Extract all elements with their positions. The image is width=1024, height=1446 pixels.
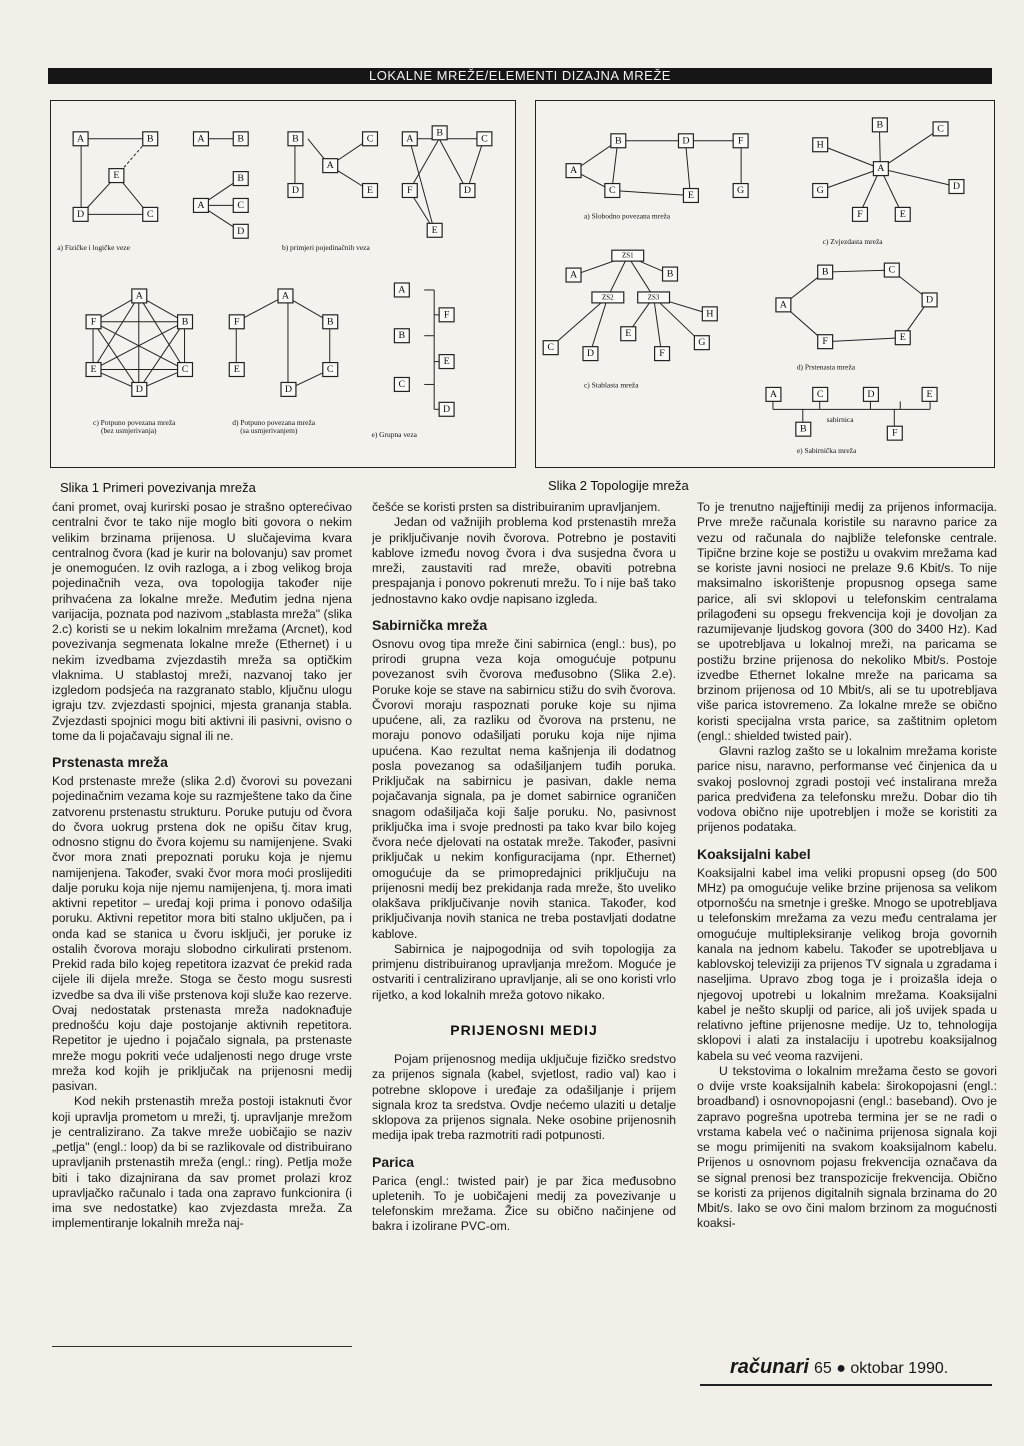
node-a [394,283,409,297]
node-f [402,184,417,198]
node-b [796,422,811,436]
svg-text:A: A [77,133,85,145]
svg-text:B: B [799,423,807,435]
node-c [394,377,409,391]
text-column-3 [697,500,997,1232]
node-f [853,207,868,221]
node-g [694,336,709,350]
svg-text:A: A [197,199,205,211]
node-c [543,341,558,355]
svg-text:B: B [237,173,245,185]
node-e [109,169,124,183]
node-b [611,134,626,148]
fig1-e-graph [394,283,454,416]
paragraph: Sabirnica je najpogodnija od svih topologija za primjenu distribuiranog upravljanja mrežom. Moguće je ostvariti i centralizirano upravljanje, ali se ono koristi vrlo rijetko, a kod lokalnih mreža gotovo nikako. [372,941,676,1002]
svg-text:D: D [463,185,472,197]
node-a [193,198,208,212]
svg-text:A: A [569,269,578,281]
node-e [363,184,378,198]
svg-text:B: B [237,133,245,145]
paragraph: Glavni razlog zašto se u lokalnim mrežama koriste parice nisu, naravno, performanse već činjenica da u svakoj poslovnoj zgradi postoji već instalirana mreža parica predviđena za telefonsku mrežu. Dobar dio tih vodova obično nije upotrebljen i može se koristiti za prijenos podataka. [697,744,997,835]
svg-text:C: C [366,133,374,145]
svg-text:A: A [197,133,205,145]
svg-text:C: C [609,185,616,197]
node-d [863,387,878,401]
figure-1-diagram [51,101,515,467]
text-column-1 [52,500,352,1232]
heading-bus-network: Sabirnička mreža [372,616,488,633]
node-a [873,162,888,176]
svg-text:B: B [292,133,299,145]
fig2-sub-a: a) Slobodno povezana mreža [583,211,671,221]
svg-text:D: D [77,208,85,220]
paragraph: Osnovu ovog tipa mreže čini sabirnica (engl.: bus), po prirodi grupna veza koja omogućuje potpunu povezanost svih čvorova međusobno (Slika 2.e). Poruke koje se stave na sabirnicu stižu do svih čvorova. Čvorovi moraju raspoznati poruke koje su njima upućene, ali, za razliku od čvorova na prstenu, ne moraju ponovo odašiljati poruku koja nije njima upućena. Kao rezultat nema kašnjenja ili dodatnog posla povezanog sa odašiljanjem tuđih poruka. Priključak na sabirnicu je pasivan, dakle nema pojačavanja signala, pa je domet sabirnice ograničen snagom odašiljača koji šalje poruku. No, pasivnost priključka ima i svoje prednosti pa tako kvar bilo kojeg čvora neće djelovati na ostatak mreže. Također, pasivni priključak u nekim konfiguracijama (npr. Ethernet) omogućuje da se primopredajnici priključuju na prijenosni medij bez prekidanja rada mreže, što uveliko olakšava priključivanje novih stanica. Također, kod priključivanja novih stanica ne treba postavljati dodatne kablove. [372,636,676,941]
paragraph: Pojam prijenosnog medija uključuje fizičko sredstvo za prijenos signala (kabel, svjetlost, radio val) kao i potrebne sklopove i uređaje za odašiljanje i prijem signala kroz ta sredstva. Ovdje nećemo ulaziti u detalje sklopova za prijenos signala. Neke osobine prijenosnih medija ipak treba razmotriti radi potpunosti. [372,1052,676,1143]
fig2-sub-c: c) Stablasta mreža [583,380,639,390]
node-a [132,289,147,303]
svg-text:H: H [816,139,824,151]
svg-text:D: D [926,294,934,306]
svg-text:A: A [135,290,143,302]
svg-text:C: C [888,264,896,276]
svg-text:C: C [237,199,245,211]
svg-text:F: F [90,316,97,328]
node-c [813,387,828,401]
svg-text:A: A [281,290,290,302]
section-header: LOKALNE MREŽE/ELEMENTI DIZAJNA MREŽE [48,68,992,84]
node-g [733,184,748,198]
node-h [702,307,717,321]
svg-text:ZS2: ZS2 [602,293,614,302]
fig1-a-graph [73,132,158,222]
figure-2-box [535,100,995,468]
svg-text:F: F [892,427,898,439]
svg-text:F: F [857,208,863,220]
svg-text:ZS3: ZS3 [647,293,660,302]
heading-twisted-pair: Parica [372,1153,415,1170]
node-a [776,298,791,312]
svg-text:F: F [822,336,828,348]
svg-text:B: B [614,135,622,147]
node-e [895,207,910,221]
node-f [733,134,748,148]
node-b [818,265,833,279]
figure-2-caption: Slika 2 Topologije mreža [548,478,689,493]
node-b [872,118,887,132]
node-a [402,132,417,146]
node-a [566,164,581,178]
svg-text:D: D [237,225,245,237]
node-b [288,132,303,146]
svg-text:ZS1: ZS1 [621,251,634,260]
svg-text:G: G [816,185,824,197]
svg-text:F: F [233,316,240,328]
node-e [427,223,442,237]
fig2-sub-e: e) Sabirnička mreža [796,446,857,456]
bus-label: sabirnica [826,415,854,425]
svg-text:E: E [366,185,374,197]
node-c [363,132,378,146]
node-c [178,363,193,377]
node-e [621,327,636,341]
node-c [233,198,248,212]
svg-text:D: D [135,383,143,395]
fig1-b-graphs [193,126,491,238]
svg-text:E: E [443,356,450,368]
column-rule [52,1346,352,1347]
node-d [439,402,454,416]
fig1-sub-b: b) primjeri pojedinačnih veza [282,243,370,253]
paragraph: češće se koristi prsten sa distribuiranim upravljanjem. [372,500,661,514]
node-d [678,134,693,148]
node-c [933,122,948,136]
node-a [193,132,208,146]
text-column-2 [372,500,676,1235]
node-d [949,180,964,194]
svg-text:E: E [431,224,438,236]
fig1-sub-a: a) Fizičke i logičke veze [57,243,130,253]
paragraph: Koaksijalni kabel ima veliki propusni opseg (do 500 MHz) pa omogućuje velike brzine prijenosa sa velikom otpornošću na smetnje i greške. Mnogo se upotrebljava u telefonskim mrežama za vezu među centralama jer omogućuje multipleksiranje velikog broja govornih kanala na jednom kabelu. Također se upotrebljava u kablovskoj televiziji za prijenos TV signala u zgradama i naseljima. Upravo zbog toga je i proizašla ideja o njegovoj upotrebi u lokalnim mrežama. Koaksijalni kabel je nešto skuplji od parice, ali još uvijek spada u relativno jeftine prijenosne medije. Uz to, tehnologija sklopovi i alati za instalaciju i upotrebu koaksijalnog kabela su već veoma razvijeni. [697,865,997,1063]
node-f [655,347,670,361]
svg-text:D: D [443,403,451,415]
svg-text:B: B [181,316,189,328]
node-b [663,267,678,281]
svg-text:B: B [876,119,884,131]
heading-coaxial-cable: Koaksijalni kabel [697,845,811,862]
fig2-c-graph [543,250,717,360]
hub-zs3 [638,292,670,303]
node-h [813,138,828,152]
paragraph: Kod nekih prstenastih mreža postoji istaknuti čvor koji upravlja prometom u mreži, tj. upravljanje mrežom je centralizirano. Za takve mreže uobičajio se naziv „petlja" (engl.: loop) da bi se razlikovale od distribuirano upravljanih prstenastih mreža (engl.: ring). Petlja može biti i tako dizajnirana da sav promet prolazi kroz upravljačko računalo i tada ona zapravo funkcionira (i ima sve nedostatke) kao zvjezdasta mreža. Za implementiranje lokalnih mreža naj- [52,1094,352,1231]
node-b [323,315,338,329]
fig1-d-graph [229,289,337,396]
fig2-b-graph [813,118,964,221]
node-d [281,382,296,396]
paragraph: To je trenutno najjeftiniji medij za prijenos informacija. Prve mreže računala koristile su naravno parice za vezu od računala do najbliže telefonske centrale. Tipične brzine koje se postižu u ovakvim mrežama kad se koriste javni nosioci ne prelaze 9.6 Kbit/s. To nije maksimalno iskorištenje propusnog opsega same parice, ali svi sklopovi u telefonskim centralama prilagođeni su opsegu frekvencija koji je dovoljan za razumijevanje ljudskog govora (300 do 3400 Hz). Kad se upotrebljava u lokalnoj mreži, na paricama se postižu brzine prijenosa do nekoliko Mbit/s. Postoje izvedbe Ethernet lokalne mreže na paricama sa brzinom prijenosa od 10 Mbit/s, ali se tu upotrebljava više parica istovremeno. Za lokalne mreže se obično koristi specijalna vrsta parice, sa zaštitnim opletom (engl.: shielded twisted pair). [697,500,997,743]
svg-text:E: E [926,388,933,400]
paragraph: Kod prstenaste mreže (slika 2.d) čvorovi su povezani pojedinačnim vezama koje su razmještene tako da čine zatvorenu prstenastu strukturu. Poruke putuju od čvora do čvora uokrug prstena dok ne opišu čitav krug, odnosno stignu do čvora kojemu su namijenjene. Svaki čvor mora znati prepoznati poruku koja je njemu namijenjena. Također, svaki čvor mora moći proslijediti dalje poruku koja nije njemu namijenjena, tj. mora imati aktivni repetitor – uređaj koji prima i ponovo odašilja poruku. Aktivni repetitor mora biti stalno uključen, pa i onda kad se stanica u čvoru isključi, jer poruke iz ostalih čvorova moraju slobodno cirkulirati prstenom. Prekid rada bilo kojeg repetitora izazvat će prekid rada cijele ili dijela mreže. Stoga se često mogu susresti izvedbe sa dva ili više prstenova koji služe kao rezerve. Ovaj nedostatak prstenasta mreža nadoknađuje prednošću koju daje postojanje aktivnih repetitora. Repetitor je ujedno i pojačalo signala, pa prstenaste mreže mogu pokriti veće udaljenosti nego druge vrste mreža kod kojih je priključak na prijenosni medij pasivan. [52,774,352,1093]
svg-text:C: C [547,342,554,354]
svg-text:D: D [682,135,690,147]
fig2-a-graph [566,134,748,203]
node-d [460,184,475,198]
footer-rule [700,1384,992,1386]
node-b [233,132,248,146]
node-d [922,293,937,307]
svg-text:E: E [899,332,906,344]
fig1-sub-d1: d) Potpuno povezana mreža [232,418,316,428]
fig2-sub-b: c) Zvjezdasta mreža [822,237,883,247]
heading-transmission-medium: PRIJENOSNI MEDIJ [450,1021,598,1038]
svg-text:A: A [779,299,787,311]
fig1-sub-c2: (bez usmjerivanja) [100,426,157,436]
svg-text:E: E [687,189,694,201]
svg-text:F: F [737,135,744,147]
node-f [887,426,902,440]
node-d [583,347,598,361]
node-c [143,207,158,221]
svg-text:B: B [821,266,829,278]
svg-text:G: G [698,337,706,349]
issue-info: 65 ● oktobar 1990. [814,1360,949,1377]
svg-text:B: B [436,127,443,139]
figure-2-diagram [536,101,994,467]
node-a [323,159,338,173]
node-d [132,382,147,396]
svg-text:C: C [326,364,334,376]
node-e [683,189,698,203]
fig2-d-graph [776,263,937,349]
node-c [323,363,338,377]
node-e [922,387,937,401]
svg-text:C: C [181,364,189,376]
paragraph: Parica (engl.: twisted pair) je par žica međusobno upletenih. To je uobičajeni medij za povezivanje u telefonskim mrežama. Žice su obično načinjene od bakra i izolirane PVC-om. [372,1173,676,1234]
node-g [813,184,828,198]
svg-text:B: B [398,330,406,342]
svg-text:E: E [625,328,632,340]
paragraph: Jedan od važnijih problema kod prstenastih mreža je priključivanje novih čvorova. Potrebno je postaviti kablove između novog čvora i dva susjedna čvora u mreži, zaustaviti rad mreže, obaviti potrebna prespajanja i ponovo pokrenuti mrežu. To i nije baš tako jednostavno kako ovdje napisano izgleda. [372,515,676,606]
fig2-sub-d: d) Prstenasta mreža [796,362,856,372]
fig1-sub-e: e) Grupna veza [371,430,417,440]
node-c [605,184,620,198]
page-footer [700,1354,992,1384]
svg-text:B: B [326,316,334,328]
magazine-name: računari [730,1356,809,1378]
node-a [566,268,581,282]
node-f [86,315,101,329]
svg-text:D: D [586,348,595,360]
node-c [477,132,492,146]
svg-text:H: H [706,308,714,320]
svg-text:E: E [233,364,240,376]
svg-text:E: E [899,208,906,220]
svg-text:G: G [737,185,745,197]
svg-text:A: A [326,160,334,172]
node-c [884,263,899,277]
node-f [229,315,244,329]
fig1-sub-d2: (sa usmjerivanjem) [240,426,298,436]
fig1-sub-c1: c) Potpuno povezana mreža [93,418,176,428]
figure-1-caption: Slika 1 Primeri povezivanja mreža [60,480,256,495]
paragraph: ćani promet, ovaj kurirski posao je strašno opterećivao centralni čvor te tako nije moglo biti govora o nekim velikim brzinama prijenosa. U slučajevima kvara centralnog čvora (kad je kurir na bolovanju) sav promet je onemogućen. Iz ovih razloga, a i zbog velikog broja pojedinačnih veza, ova topologija također nije prihvaćena za lokalne mreže. Međutim jedna njena varijacija, poznata pod nazivom „stablasta mreža" (slika 2.c) koristi se u nekim lokalnim mrežama (Arcnet), kod povezivanja segmenata lokalne mreže (Ethernet) i u nekim izvedbama zvjezdastih mreža sa optičkim vlaknima. U stablastoj mreži, nazvanoj tako jer izgledom podsjeća na razgranato stablo, ključnu ulogu igraju tzv. zvjezdasti spojnici, mjesta grananja stabla. Zvjezdasti spojnici mogu biti aktivni ili pasivni, ovisno o tome da li pojačavaju signal ili ne. [52,500,352,743]
fig2-e-graph [766,387,937,440]
svg-text:B: B [666,268,674,280]
svg-text:C: C [816,388,824,400]
svg-text:A: A [569,165,578,177]
svg-text:D: D [867,388,875,400]
hub-zs2 [592,292,624,303]
node-a [766,387,781,401]
svg-text:D: D [952,181,961,193]
node-e [895,331,910,345]
node-b [432,126,447,140]
svg-text:F: F [407,185,413,197]
svg-text:F: F [443,309,450,321]
heading-ring-network: Prstenasta mreža [52,754,168,770]
node-b [143,132,158,146]
svg-text:B: B [146,133,154,145]
node-b [394,329,409,343]
node-d [288,184,303,198]
node-b [178,315,193,329]
node-f [439,308,454,322]
paragraph: U tekstovima o lokalnim mrežama često se govori o dvije vrste koaksijalnih kabela: širokopojasni (engl.: broadband) i osnovnopojasni (engl.: baseband). Ovo je zapravo pogrešna upotreba termina jer se ne radi o vrstama kabela već o načinima prijenosa signala koji se mogu primijeniti na svakom koaksijalnom kabelu. Prijenos u osnovnom pojasu frekvencija označava da se signal prenosi bez transpozicije frekvencija. Obično se koristi za prijenos digitalnih signala brzinama do 20 Mbit/s. Iako se ovo čini malom brzinom za mogućnosti koaksi- [697,1063,997,1231]
node-e [229,363,244,377]
node-d [233,224,248,238]
svg-text:C: C [398,378,406,390]
node-e [86,363,101,377]
svg-text:D: D [291,185,300,197]
node-a [73,132,88,146]
node-f [818,335,833,349]
node-b [233,172,248,186]
svg-text:C: C [937,123,944,135]
svg-text:E: E [113,170,120,182]
svg-text:A: A [406,133,414,145]
node-d [73,207,88,221]
node-e [439,355,454,369]
svg-text:A: A [877,163,885,175]
svg-text:A: A [398,284,406,296]
hub-zs1 [612,250,644,261]
svg-text:F: F [659,348,665,360]
fig1-c-graph [86,289,192,396]
svg-text:C: C [146,208,154,220]
svg-text:C: C [481,133,488,145]
svg-text:A: A [769,388,778,400]
svg-text:E: E [90,364,97,376]
node-a [278,289,293,303]
svg-text:D: D [284,383,293,395]
figure-1-box [50,100,516,468]
